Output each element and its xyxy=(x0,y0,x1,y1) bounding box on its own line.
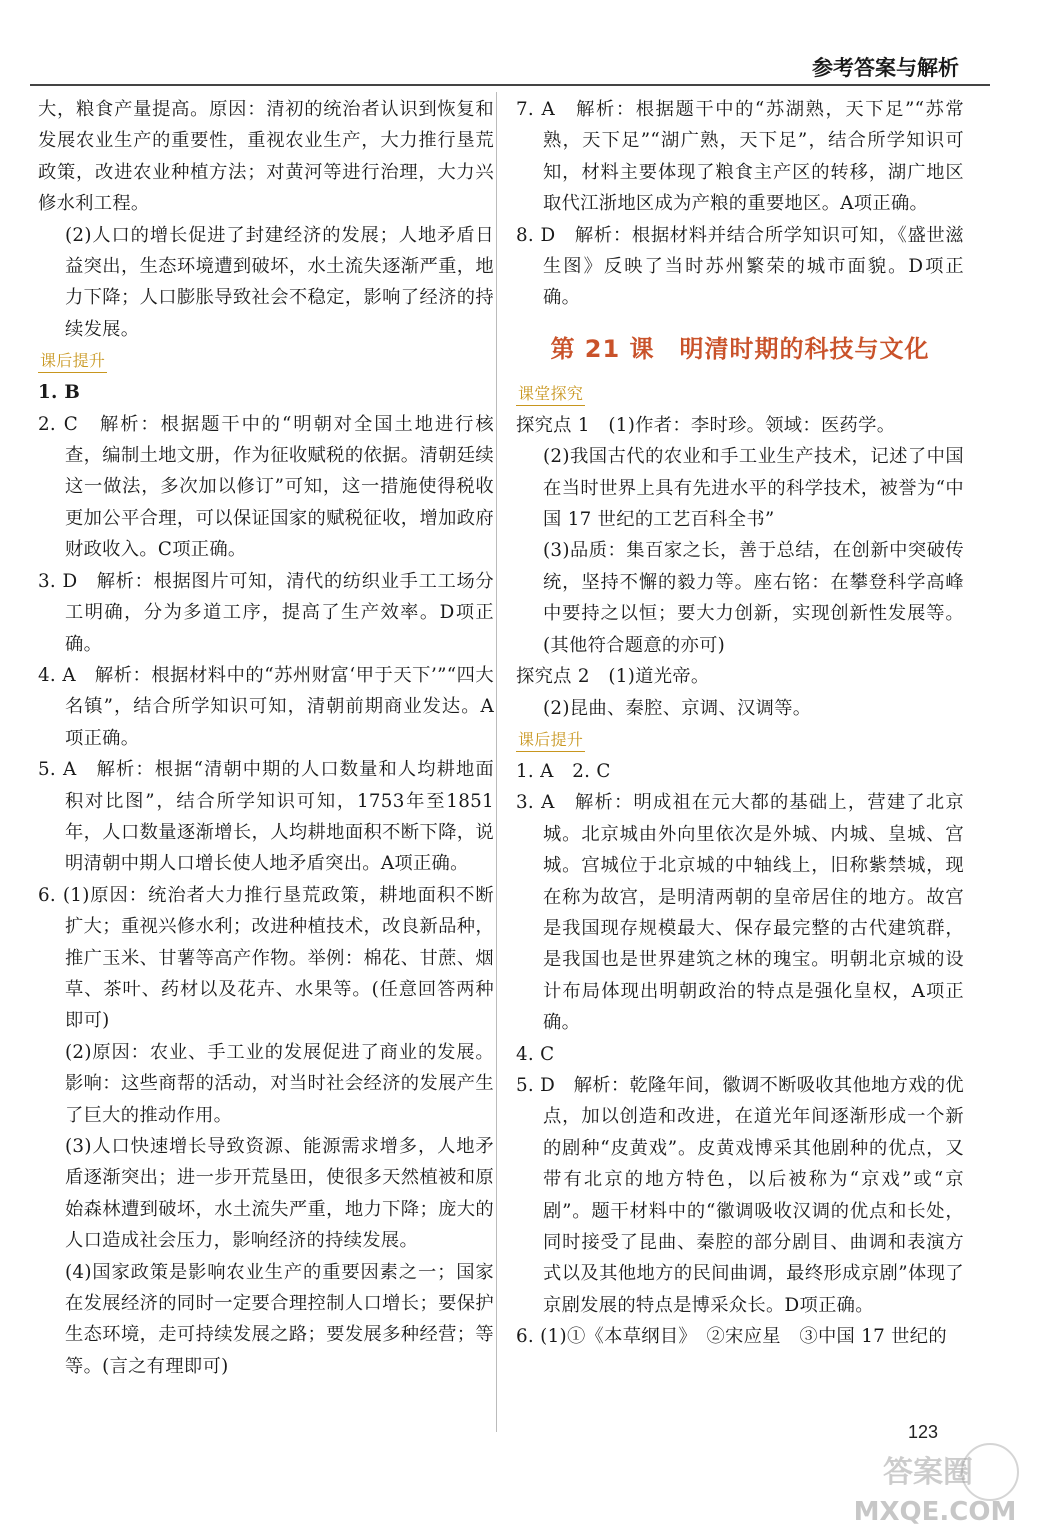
explore-subitem: (3)品质：集百家之长，善于总结，在创新中突破传统，坚持不懈的毅力等。座右铭：在攀登科学高峰中要持之以恒；要大力创新，实现创新性发展等。(其他符合题意的亦可) xyxy=(543,540,964,656)
section-tag-in-class: 课堂探究 xyxy=(516,384,585,406)
watermark-site: MXQE.COM xyxy=(853,1497,1017,1527)
explore-subitem: (2)我国古代的农业和手工业生产技术，记述了中国在当时世界上具有先进水平的科学技术，被誉为“中国 17 世纪的工艺百科全书” xyxy=(543,446,964,531)
answer-item: 7. A 解析：根据题干中的“苏湖熟，天下足”“苏常熟，天下足”“湖广熟，天下足”，结合所学知识可知，材料主要体现了粮食主产区的转移，湖广地区取代江浙地区成为产粮的重要地区。A项正确。 xyxy=(516,99,964,215)
left-column xyxy=(38,94,494,1382)
watermark-brand: 答案圈 xyxy=(883,1455,973,1490)
answer-item: 6. (1)原因：统治者大力推行垦荒政策，耕地面积不断扩大；重视兴修水利；改进种植技术，改良新品种，推广玉米、甘薯等高产作物。举例：棉花、甘蔗、烟草、茶叶、药材以及花卉、水果等。(任意回答两种即可) xyxy=(38,884,494,1032)
answer-item: 3. D 解析：根据图片可知，清代的纺织业手工工场分工明确，分为多道工序，提高了生产效率。D项正确。 xyxy=(38,570,494,655)
answer-item: 6. (1)①《本草纲目》 ②宋应星 ③中国 17 世纪的 xyxy=(516,1326,947,1348)
answer-item: 4. C xyxy=(516,1043,555,1065)
page-number: 123 xyxy=(908,1422,939,1442)
answer-paragraph: 大，粮食产量提高。原因：清初的统治者认识到恢复和发展农业生产的重要性，重视农业生产，大力推行垦荒政策，改进农业种植方法；对黄河等进行治理，大力兴修水利工程。 xyxy=(38,99,494,215)
header-divider xyxy=(30,84,990,86)
answer-subitem: (3)人口快速增长导致资源、能源需求增多，人地矛盾逐渐突出；进一步开荒垦田，使很多天然植被和原始森林遭到破坏，水土流失严重，地力下降；庞大的人口造成社会压力，影响经济的持续发展。 xyxy=(65,1136,494,1252)
section-tag-after-class: 课后提升 xyxy=(516,730,585,752)
explore-item: 探究点 1 (1)作者：李时珍。领域：医药学。 xyxy=(516,414,896,436)
explore-item: 探究点 2 (1)道光帝。 xyxy=(516,666,710,688)
explore-subitem: (2)昆曲、秦腔、京调、汉调等。 xyxy=(543,697,812,719)
answer-subitem: (4)国家政策是影响农业生产的重要因素之一；国家在发展经济的同时一定要合理控制人口增长；要保护生态环境，走可持续发展之路；要发展多种经营；等等。(言之有理即可) xyxy=(65,1261,494,1377)
answer-subitem: (2)原因：农业、手工业的发展促进了商业的发展。影响：这些商帮的活动，对当时社会经济的发展产生了巨大的推动作用。 xyxy=(65,1041,494,1126)
answer-item: 2. C 解析：根据题干中的“明朝对全国土地进行核查，编制土地文册，作为征收赋税的依据。清朝廷续这一做法，多次加以修订”可知，这一措施使得税收更加公平合理，可以保证国家的赋税征收，增加政府财政收入。C项正确。 xyxy=(38,413,494,561)
lesson-title: 第 21 课 明清时期的科技与文化 xyxy=(550,334,930,363)
page-header-title: 参考答案与解析 xyxy=(812,56,959,80)
answer-item: 4. A 解析：根据材料中的“苏州财富‘甲于天下’”“四大名镇”，结合所学知识可知，清朝前期商业发达。A项正确。 xyxy=(38,664,494,749)
answer-paragraph: (2)人口的增长促进了封建经济的发展；人地矛盾日益突出，生态环境遭到破坏，水土流失逐渐严重，地力下降；人口膨胀导致社会不稳定，影响了经济的持续发展。 xyxy=(65,224,494,340)
answer-item: 1. B xyxy=(38,382,81,404)
answer-item: 3. A 解析：明成祖在元大都的基础上，营建了北京城。北京城由外向里依次是外城、内城、皇城、宫城。宫城位于北京城的中轴线上，旧称紫禁城，现在称为故宫，是明清两朝的皇帝居住的地方。故宫是我国现存规模最大、保存最完整的古代建筑群，是我国也是世界建筑之林的瑰宝。明朝北京城的设计布局体现出明朝政治的特点是强化皇权，A项正确。 xyxy=(516,792,964,1034)
watermark-logo xyxy=(840,1430,1030,1530)
answer-item: 5. A 解析：根据“清朝中期的人口数量和人均耕地面积对比图”，结合所学知识可知，1753年至1851年，人口数量逐渐增长，人均耕地面积不断下降，说明清朝中期人口增长使人地矛盾突出。A项正确。 xyxy=(38,759,494,875)
answer-item: 8. D 解析：根据材料并结合所学知识可知，《盛世滋生图》反映了当时苏州繁荣的城市面貌。D项正确。 xyxy=(516,224,964,309)
answer-item: 1. A 2. C xyxy=(516,760,611,782)
section-tag-after-class: 课后提升 xyxy=(38,351,107,373)
answer-item: 5. D 解析：乾隆年间，徽调不断吸收其他地方戏的优点，加以创造和改进，在道光年间逐渐形成一个新的剧种“皮黄戏”。皮黄戏博采其他剧种的优点，又带有北京的地方特色，以后被称为“京戏”或“京剧”。题干材料中的“徽调吸收汉调的优点和长处，同时接受了昆曲、秦腔的部分剧目、曲调和表演方式以及其他地方的民间曲调，最终形成京剧”体现了京剧发展的特点是博采众长。D项正确。 xyxy=(516,1074,964,1316)
column-divider xyxy=(496,92,497,1432)
right-column xyxy=(516,94,964,1353)
